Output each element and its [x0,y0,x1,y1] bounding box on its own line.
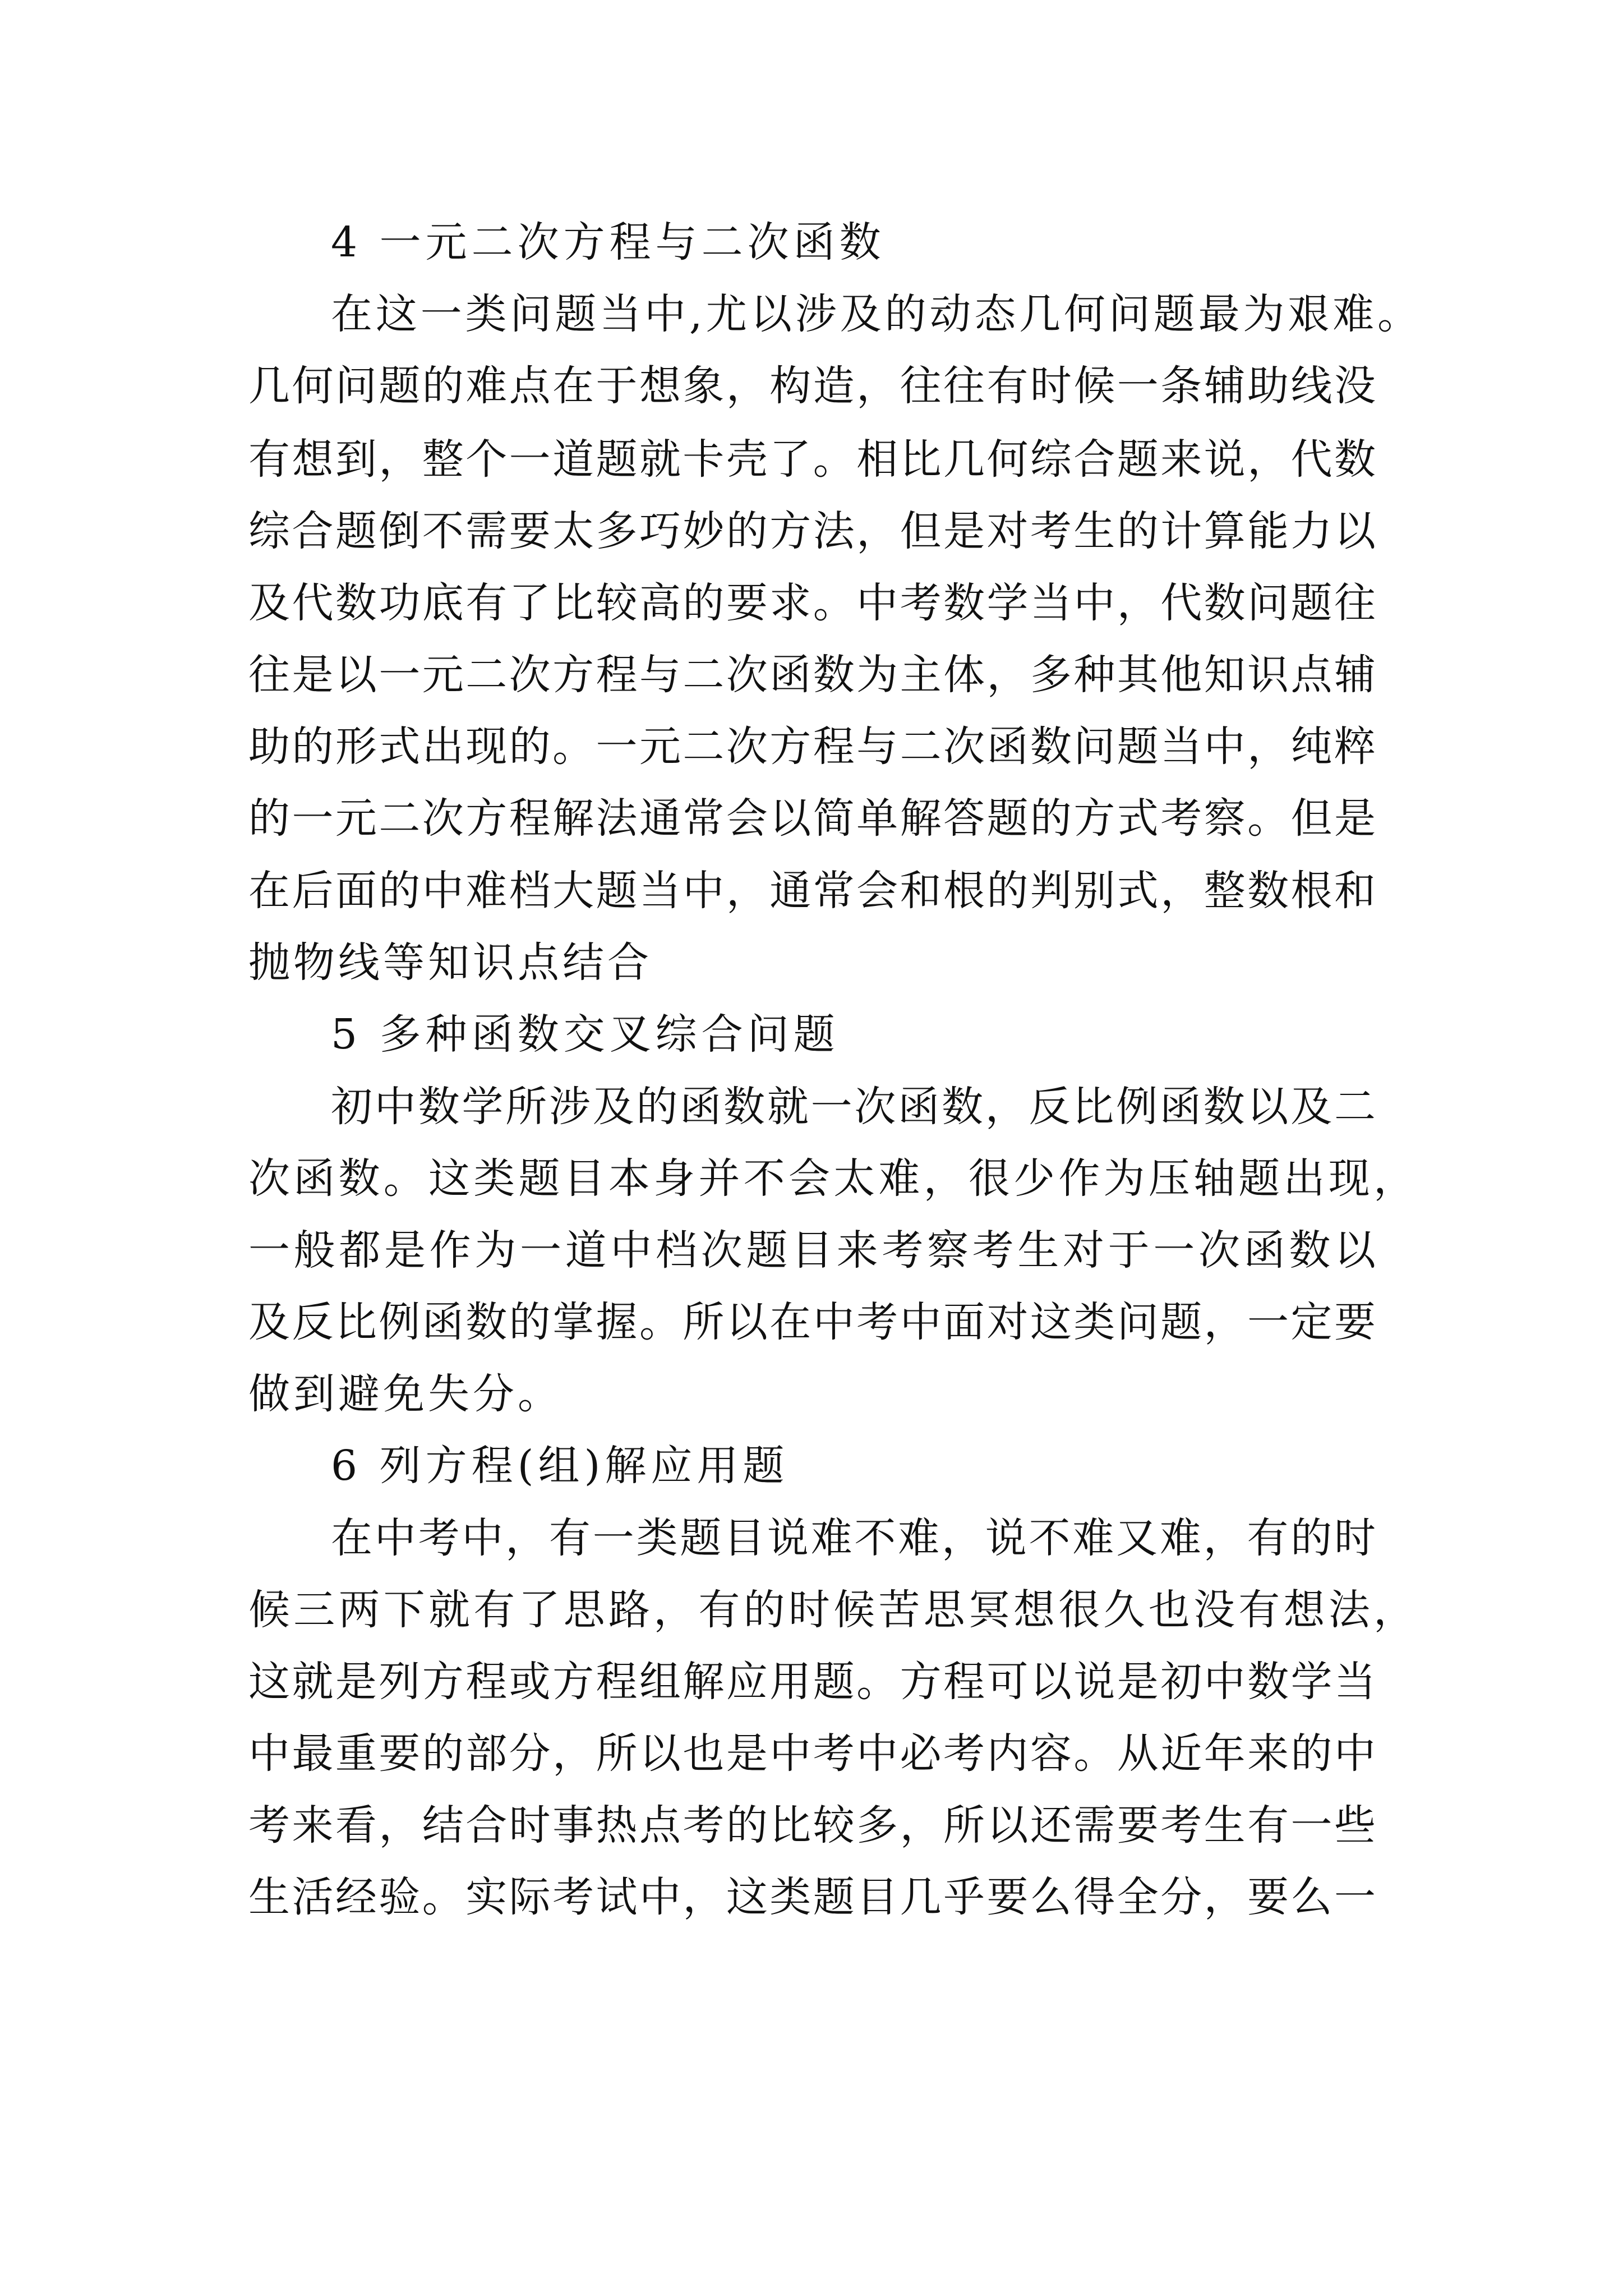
paragraph-line: 候三两下就有了思路，有的时候苦思冥想很久也没有想法， [248,1586,1415,1634]
section-heading: 5 多种函数交叉综合问题 [331,1010,840,1059]
section-heading: 4 一元二次方程与二次函数 [331,218,886,266]
section-heading: 6 列方程(组)解应用题 [331,1442,789,1490]
paragraph-line: 在这一类问题当中,尤以涉及的动态几何问题最为艰难。 [331,290,1419,338]
paragraph-line: 一般都是作为一道中档次题目来考察考生对于一次函数以 [248,1226,1376,1274]
paragraph-line: 做到避免失分。 [248,1370,562,1418]
paragraph-line: 几何问题的难点在于想象，构造，往往有时候一条辅助线没 [248,362,1376,410]
paragraph-line: 在中考中，有一类题目说难不难，说不难又难，有的时 [331,1514,1376,1562]
paragraph-line: 及反比例函数的掌握。所以在中考中面对这类问题，一定要 [248,1298,1376,1346]
paragraph-line: 的一元二次方程解法通常会以简单解答题的方式考察。但是 [248,794,1376,843]
paragraph-line: 往是以一元二次方程与二次函数为主体，多种其他知识点辅 [248,651,1376,699]
paragraph-line: 助的形式出现的。一元二次方程与二次函数问题当中，纯粹 [248,723,1376,771]
paragraph-line: 及代数功底有了比较高的要求。中考数学当中，代数问题往 [248,579,1376,627]
paragraph-line: 次函数。这类题目本身并不会太难，很少作为压轴题出现， [248,1154,1415,1203]
paragraph-line: 在后面的中难档大题当中，通常会和根的判别式，整数根和 [248,867,1376,915]
paragraph-line: 有想到，整个一道题就卡壳了。相比几何综合题来说，代数 [248,435,1376,484]
paragraph-line: 抛物线等知识点结合 [248,938,652,987]
paragraph-line: 这就是列方程或方程组解应用题。方程可以说是初中数学当 [248,1658,1376,1706]
paragraph-line: 生活经验。实际考试中，这类题目几乎要么得全分，要么一 [248,1873,1376,1921]
paragraph-line: 综合题倒不需要太多巧妙的方法，但是对考生的计算能力以 [248,507,1376,555]
paragraph-line: 中最重要的部分，所以也是中考中必考内容。从近年来的中 [248,1729,1376,1778]
paragraph-line: 考来看，结合时事热点考的比较多，所以还需要考生有一些 [248,1801,1376,1849]
paragraph-line: 初中数学所涉及的函数就一次函数，反比例函数以及二 [331,1083,1376,1131]
